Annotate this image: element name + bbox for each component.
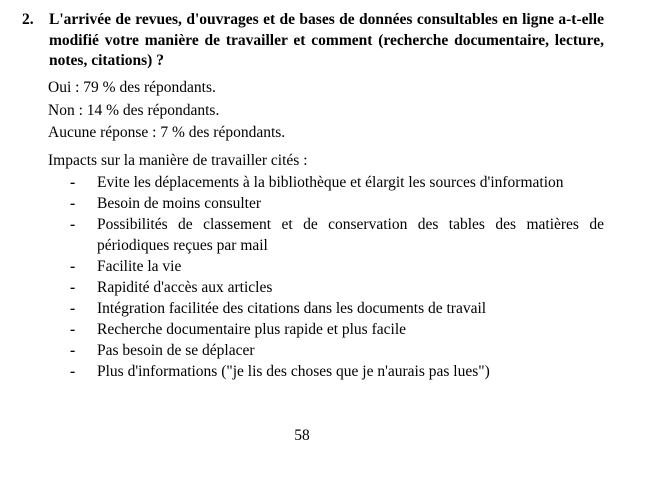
list-item (70, 298, 604, 319)
page-number: 58 (294, 427, 310, 444)
list-item (70, 340, 604, 361)
list-item (70, 361, 604, 382)
bullet-dash: - (70, 216, 76, 233)
answer-aucune: Aucune réponse : 7 % des répondants. (48, 124, 286, 141)
bullet-dash: - (70, 321, 76, 338)
question-heading (22, 10, 604, 72)
list-item-text: Rapidité d'accès aux articles (97, 279, 273, 296)
bullet-dash: - (70, 363, 76, 380)
list-item-text: Recherche documentaire plus rapide et plus facile (97, 321, 407, 338)
impacts-list (70, 172, 604, 382)
list-item (70, 319, 604, 340)
bullet-dash: - (70, 174, 76, 191)
question-number: 2. (22, 11, 34, 28)
list-item-text: Plus d'informations ("je lis des choses que je n'aurais pas lues") (97, 363, 490, 380)
list-item (70, 214, 604, 256)
answer-oui: Oui : 79 % des répondants. (48, 79, 216, 96)
list-item-text: Intégration facilitée des citations dans les documents de travail (97, 300, 487, 317)
bullet-dash: - (70, 258, 76, 275)
bullet-dash: - (70, 342, 76, 359)
impacts-title: Impacts sur la manière de travailler cités : (48, 152, 308, 169)
list-item-text: Pas besoin de se déplacer (97, 342, 255, 359)
list-item (70, 193, 604, 214)
list-item-text: Possibilités de classement et de conservation des tables des matières de périodiques reçues par mail (97, 216, 604, 254)
bullet-dash: - (70, 195, 76, 212)
answers-block (48, 77, 608, 145)
bullet-dash: - (70, 300, 76, 317)
list-item (70, 277, 604, 298)
bullet-dash: - (70, 279, 76, 296)
list-item-text: Facilite la vie (97, 258, 182, 275)
list-item-text: Evite les déplacements à la bibliothèque et élargit les sources d'information (97, 174, 564, 191)
list-item-text: Besoin de moins consulter (97, 195, 262, 212)
question-text: L'arrivée de revues, d'ouvrages et de bases de données consultables en ligne a-t-elle modifié votre manière de travailler et comment (recherche documentaire, lecture, notes, citations) ? (49, 11, 604, 69)
list-item (70, 172, 604, 193)
answer-non: Non : 14 % des répondants. (48, 101, 220, 119)
list-item (70, 256, 604, 277)
